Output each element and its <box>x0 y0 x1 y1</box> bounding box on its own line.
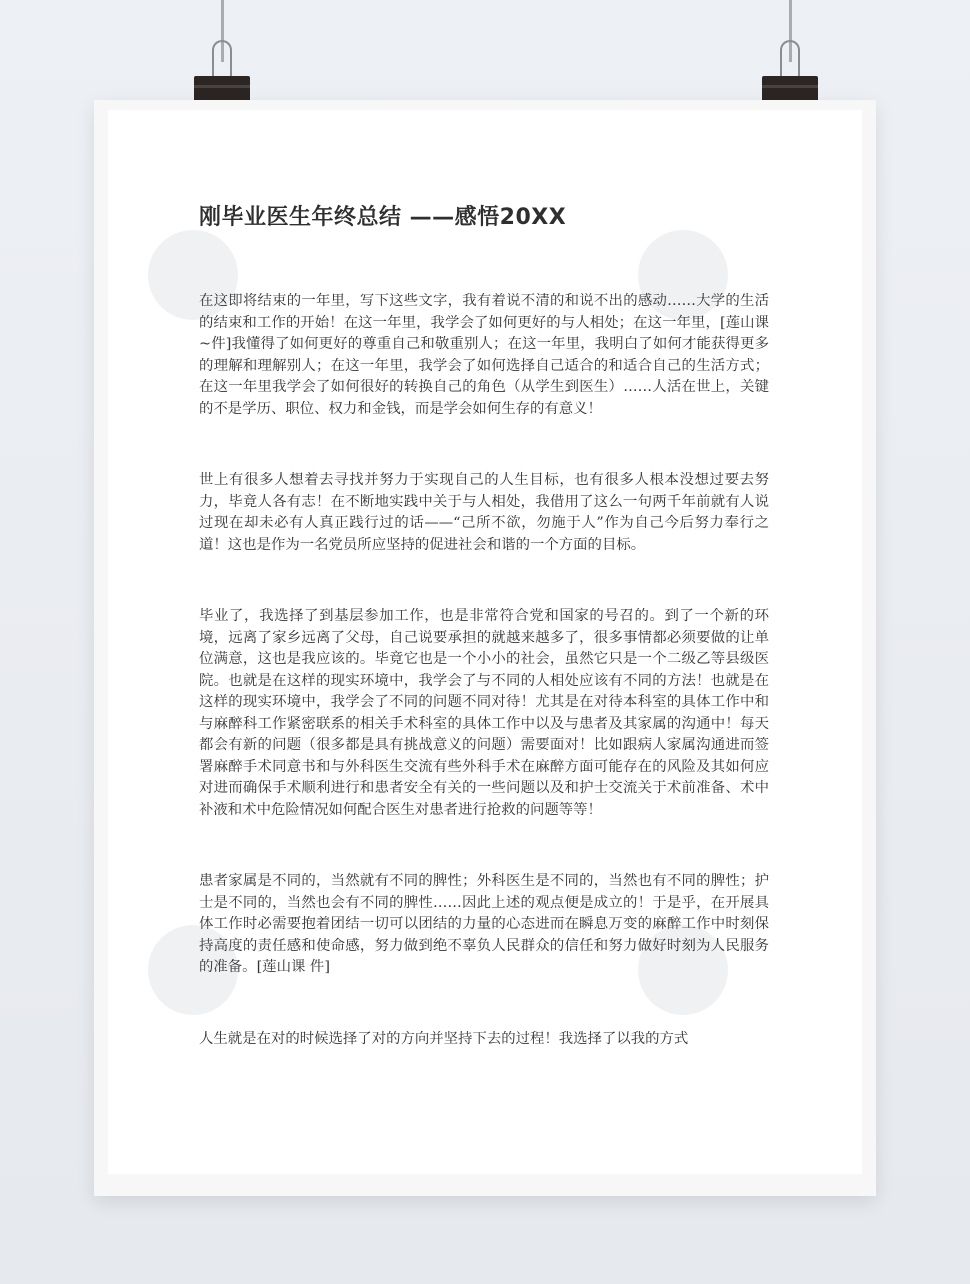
paragraph-1: 在这即将结束的一年里，写下这些文字，我有着说不清的和说不出的感动……大学的生活的结束和工作的开始！在这一年里，我学会了如何更好的与人相处；在这一年里，[莲山课~件]我懂得了如何更好的尊重自己和敬重别人；在这一年里，我明白了如何才能获得更多的理解和理解别人；在这一年里，我学会了如何选择自己适合的和适合自己的生活方式；在这一年里我学会了如何很好的转换自己的角色（从学生到医生）……人活在世上，关键的不是学历、职位、权力和金钱，而是学会如何生存的有意义！ <box>199 293 769 417</box>
document-title: 刚毕业医生年终总结 ——感悟20XX <box>199 205 567 230</box>
paragraph-3: 毕业了，我选择了到基层参加工作，也是非常符合党和国家的号召的。到了一个新的环境，远离了家乡远离了父母，自己说要承担的就越来越多了，很多事情都必须要做的让单位满意，这也是我应该的。毕竟它也是一个小小的社会，虽然它只是一个二级乙等县级医院。也就是在这样的现实环境中，我学会了与不同的人相处应该有不同的方法！也就是在这样的现实环境中，我学会了不同的问题不同对待！尤其是在对待本科室的具体工作中和与麻醉科工作紧密联系的相关手术科室的具体工作中以及与患者及其家属的沟通中！每天都会有新的问题（很多都是具有挑战意义的问题）需要面对！比如跟病人家属沟通进而签署麻醉手术同意书和与外科医生交流有些外科手术在麻醉方面可能存在的风险及其如何应对进而确保手术顺利进行和患者安全有关的一些问题以及和护士交流关于术前准备、术中补液和术中危险情况如何配合医生对患者进行抢救的问题等等！ <box>199 608 769 818</box>
paragraph-2: 世上有很多人想着去寻找并努力于实现自己的人生目标，也有很多人根本没想过要去努力，毕竟人各有志！在不断地实践中关于与人相处，我借用了这么一句两千年前就有人说过现在却未必有人真正践行过的话——“己所不欲，勿施于人”作为自己今后努力奉行之道！这也是作为一名党员所应坚持的促进社会和谐的一个方面的目标。 <box>199 472 769 553</box>
paragraph-5: 人生就是在对的时候选择了对的方向并坚持下去的过程！我选择了以我的方式 <box>199 1030 689 1047</box>
paragraph-4: 患者家属是不同的，当然就有不同的脾性；外科医生是不同的，当然也有不同的脾性；护士是不同的，当然也会有不同的脾性……因此上述的观点便是成立的！于是乎，在开展具体工作时必需要抱着团结一切可以团结的力量的心态进而在瞬息万变的麻醉工作中时刻保持高度的责任感和使命感，努力做到绝不辜负人民群众的信任和努力做好时刻为人民服务的准备。[莲山课 件] <box>199 873 769 975</box>
document-body <box>199 200 769 1100</box>
